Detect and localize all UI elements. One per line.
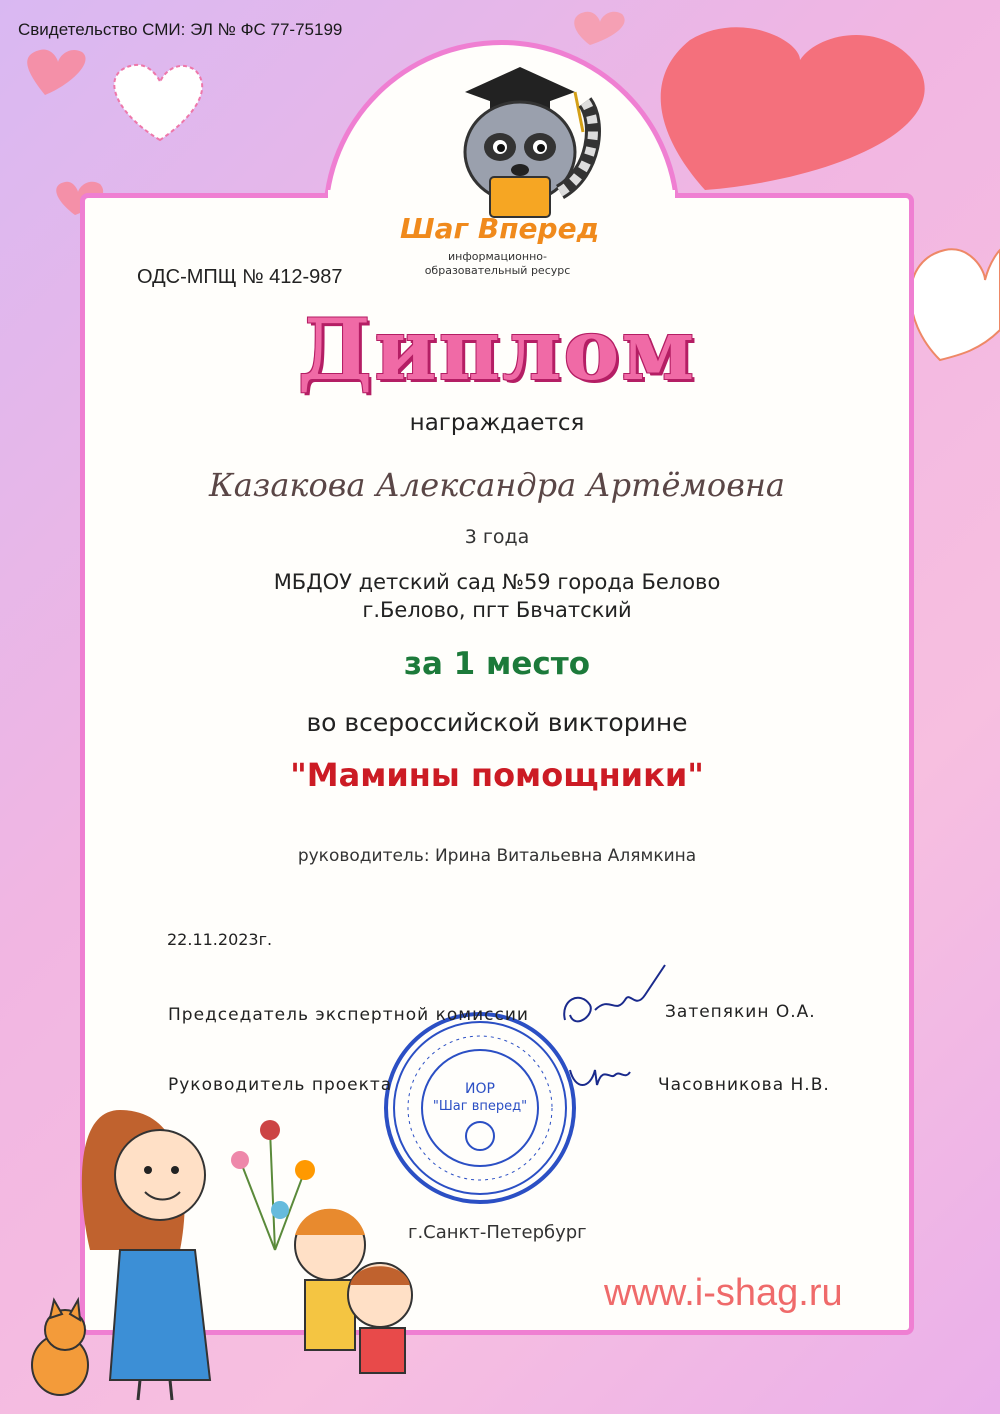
signature-head-icon xyxy=(565,1050,635,1100)
website-link[interactable]: www.i-shag.ru xyxy=(604,1272,843,1314)
organization-line2: г.Белово, пгт Бвчатский xyxy=(362,598,632,622)
city: г.Санкт-Петербург xyxy=(408,1222,587,1243)
brand-name: Шаг Вперед xyxy=(400,212,600,245)
recipient-age: 3 года xyxy=(464,526,530,548)
chair-name: Затепякин О.А. xyxy=(665,1002,816,1022)
head-name: Часовникова Н.В. xyxy=(658,1075,830,1095)
contest-intro: во всероссийской викторине xyxy=(306,708,688,737)
supervisor: руководитель: Ирина Витальевна Алямкина xyxy=(297,846,697,866)
stamp-center-line2: "Шаг вперед" xyxy=(432,1099,528,1114)
chair-role: Председатель экспертной комиссии xyxy=(168,1005,529,1025)
head-role: Руководитель проекта xyxy=(168,1075,393,1095)
issue-date: 22.11.2023г. xyxy=(167,930,273,949)
recipient-name: Казакова Александра Артёмовна xyxy=(209,466,785,504)
stamp-center-line1: ИОР xyxy=(465,1081,495,1097)
registration-number: ОДС-МПЩ № 412-987 xyxy=(137,266,343,288)
organization xyxy=(80,568,914,624)
raccoon-logo-icon xyxy=(435,62,605,222)
awarded-label: награждается xyxy=(409,410,585,436)
mother-children-illustration xyxy=(20,1100,440,1410)
diploma-title: Диплом xyxy=(297,300,697,399)
contest-name: "Мамины помощники" xyxy=(290,756,704,794)
place-award: за 1 место xyxy=(403,646,591,682)
brand-subtitle: информационно-образовательный ресурс xyxy=(424,250,571,277)
media-registration: Свидетельство СМИ: ЭЛ № ФС 77-75199 xyxy=(18,20,343,39)
signature-chair-icon xyxy=(555,960,675,1040)
organization-line1: МБДОУ детский сад №59 города Белово xyxy=(273,570,721,594)
